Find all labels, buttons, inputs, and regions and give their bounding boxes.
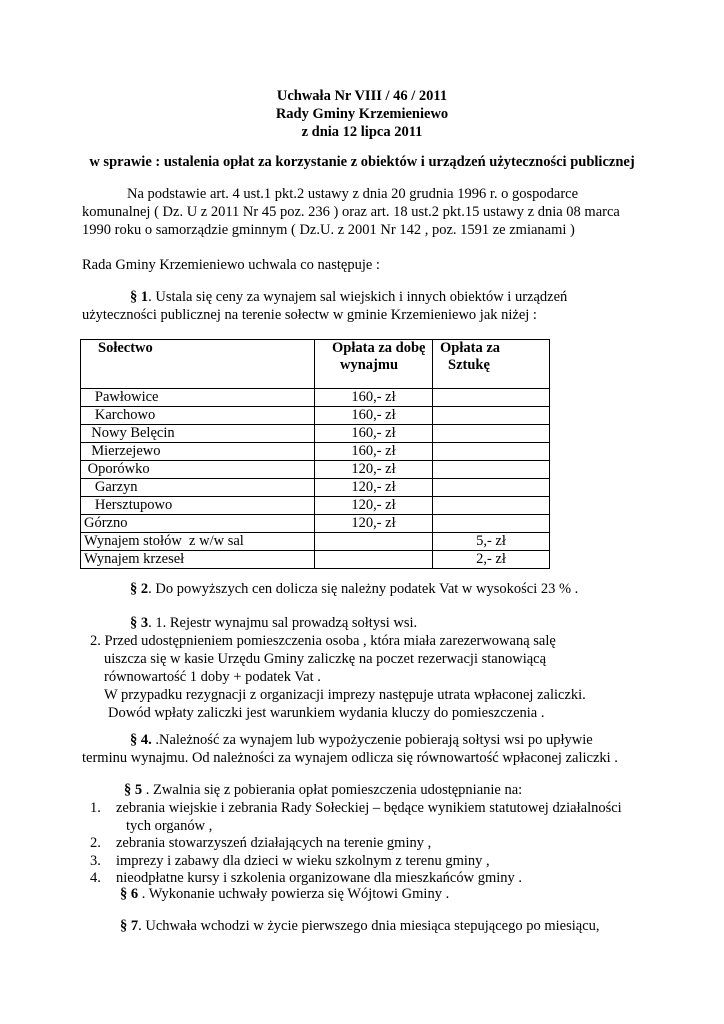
section-3-line6: Dowód wpłaty zaliczki jest warunkiem wydania kluczy do pomieszczenia . xyxy=(108,705,545,721)
table-row xyxy=(81,425,550,443)
list-text: imprezy i zabawy dla dzieci w wieku szkolnym z terenu gminy , xyxy=(116,853,490,869)
item-fee-cell xyxy=(433,389,550,407)
list-number: 1. xyxy=(90,800,101,816)
header-item-fee-label2: Sztukę xyxy=(448,357,490,373)
day-fee-cell: 120,- zł xyxy=(315,461,433,479)
section-2-text: . Do powyższych cen dolicza się należny podatek Vat w wysokości 23 % . xyxy=(148,581,579,597)
table-header-row xyxy=(81,340,550,389)
list-text: tych organów , xyxy=(126,818,213,834)
section-1-line2: użyteczności publicznej na terenie sołectw w gminie Krzemieniewo jak niżej : xyxy=(82,307,537,323)
table-row xyxy=(81,497,550,515)
table-row xyxy=(81,389,550,407)
item-fee-cell xyxy=(433,515,550,533)
village-cell: Mierzejewo xyxy=(81,443,315,461)
item-fee-cell: 5,- zł xyxy=(433,533,550,551)
item-fee-cell xyxy=(433,479,550,497)
header-day-fee-label: Opłata za dobę xyxy=(332,340,426,356)
day-fee-cell: 120,- zł xyxy=(315,479,433,497)
section-6-line xyxy=(120,885,449,903)
section-5-text: . Zwalnia się z pobierania opłat pomieszczenia udostępnianie na: xyxy=(142,782,523,798)
preamble-line: Na podstawie art. 4 ust.1 pkt.2 ustawy z dnia 20 grudnia 1996 r. o gospodarce xyxy=(127,186,579,202)
village-cell: Garzyn xyxy=(81,479,315,497)
resolves-statement: Rada Gminy Krzemieniewo uchwala co następuje : xyxy=(82,257,380,273)
item-fee-cell: 2,- zł xyxy=(433,551,550,569)
list-number: 4. xyxy=(90,870,101,886)
item-fee-cell xyxy=(433,425,550,443)
day-fee-cell: 160,- zł xyxy=(315,407,433,425)
table-row xyxy=(81,461,550,479)
header-cell-item-fee xyxy=(433,340,550,389)
section-4-line2: terminu wynajmu. Od należności za wynajem odlicza się równowartość wpłaconej zaliczki . xyxy=(82,750,618,766)
preamble-line: komunalnej ( Dz. U z 2011 Nr 45 poz. 236 ) oraz art. 18 ust.2 pkt.15 ustawy z dnia 08 marca xyxy=(82,204,620,220)
section-3-line5: W przypadku rezygnacji z organizacji imprezy następuje utrata wpłaconej zaliczki. xyxy=(104,687,586,703)
section-7-text: . Uchwała wchodzi w życie pierwszego dnia miesiąca stepującego po miesiącu, xyxy=(138,918,600,934)
table-row xyxy=(81,407,550,425)
section-2-line xyxy=(130,580,578,598)
table-row xyxy=(81,551,550,569)
day-fee-cell: 160,- zł xyxy=(315,443,433,461)
list-number: 2. xyxy=(90,835,101,851)
section-4-text: .Należność za wynajem lub wypożyczenie pobierają sołtysi wsi po upływie xyxy=(151,732,593,748)
section-1-text: . Ustala się ceny za wynajem sal wiejskich i innych obiektów i urządzeń xyxy=(148,289,568,305)
rental-item-cell: Wynajem krzeseł xyxy=(81,551,315,569)
day-fee-cell: 160,- zł xyxy=(315,389,433,407)
header-cell-day-fee xyxy=(315,340,433,389)
header-solectwo-label: Sołectwo xyxy=(98,340,153,356)
section-3-line xyxy=(130,614,417,632)
section-3-text: . 1. Rejestr wynajmu sal prowadzą sołtysi wsi. xyxy=(148,615,418,631)
table-row xyxy=(81,515,550,533)
section-2-mark: § 2 xyxy=(130,581,149,597)
list-item xyxy=(90,834,431,852)
item-fee-cell xyxy=(433,443,550,461)
day-fee-cell: 120,- zł xyxy=(315,515,433,533)
item-fee-cell xyxy=(433,497,550,515)
list-text: zebrania wiejskie i zebrania Rady Sołeckiej – będące wynikiem statutowej działalności xyxy=(116,800,622,816)
village-cell: Oporówko xyxy=(81,461,315,479)
section-7-mark: § 7 xyxy=(120,918,139,934)
village-cell: Górzno xyxy=(81,515,315,533)
list-item xyxy=(90,799,622,817)
header-item-fee-label: Opłata za xyxy=(440,340,501,356)
section-4-line xyxy=(130,731,593,749)
header-day-fee-label2: wynajmu xyxy=(340,357,399,373)
section-7-line xyxy=(120,917,600,935)
header-cell-solectwo xyxy=(81,340,315,389)
section-1-mark: § 1 xyxy=(130,289,149,305)
preamble-line: 1990 roku o samorządzie gminnym ( Dz.U. z 2001 Nr 142 , poz. 1591 ze zmianami ) xyxy=(82,222,575,238)
council-name: Rady Gminy Krzemieniewo xyxy=(275,106,449,122)
village-cell: Nowy Belęcin xyxy=(81,425,315,443)
village-cell: Pawłowice xyxy=(81,389,315,407)
resolution-number: Uchwała Nr VIII / 46 / 2011 xyxy=(276,88,448,104)
table-row xyxy=(81,443,550,461)
day-fee-cell xyxy=(315,533,433,551)
rental-item-cell: Wynajem stołów z w/w sal xyxy=(81,533,315,551)
section-3-line4: równowartość 1 doby + podatek Vat . xyxy=(104,669,321,685)
section-6-text: . Wykonanie uchwały powierza się Wójtowi Gminy . xyxy=(138,886,450,902)
fees-table xyxy=(80,339,550,569)
section-4-mark: § 4. xyxy=(130,732,152,748)
resolution-date: z dnia 12 lipca 2011 xyxy=(301,124,423,140)
list-number: 3. xyxy=(90,853,101,869)
section-5-line xyxy=(124,781,522,799)
section-3-line3: uiszcza się w kasie Urzędu Gminy zaliczkę na poczet rezerwacji stanowiącą xyxy=(104,651,547,667)
list-item xyxy=(90,852,490,870)
day-fee-cell xyxy=(315,551,433,569)
list-item xyxy=(90,817,212,835)
item-fee-cell xyxy=(433,407,550,425)
table-row xyxy=(81,479,550,497)
section-3-mark: § 3 xyxy=(130,615,149,631)
section-1-line xyxy=(130,288,567,306)
table-row xyxy=(81,533,550,551)
resolution-subject: w sprawie : ustalenia opłat za korzystanie z obiektów i urządzeń użyteczności publicznej xyxy=(89,154,635,170)
section-5-mark: § 5 xyxy=(124,782,143,798)
list-text: zebrania stowarzyszeń działających na terenie gminy , xyxy=(116,835,432,851)
section-3-line2: 2. Przed udostępnieniem pomieszczenia osoba , która miała zarezerwowaną salę xyxy=(90,633,556,649)
day-fee-cell: 160,- zł xyxy=(315,425,433,443)
village-cell: Hersztupowo xyxy=(81,497,315,515)
list-text: nieodpłatne kursy i szkolenia organizowane dla mieszkańców gminy . xyxy=(116,870,523,886)
item-fee-cell xyxy=(433,461,550,479)
village-cell: Karchowo xyxy=(81,407,315,425)
section-6-mark: § 6 xyxy=(120,886,139,902)
day-fee-cell: 120,- zł xyxy=(315,497,433,515)
